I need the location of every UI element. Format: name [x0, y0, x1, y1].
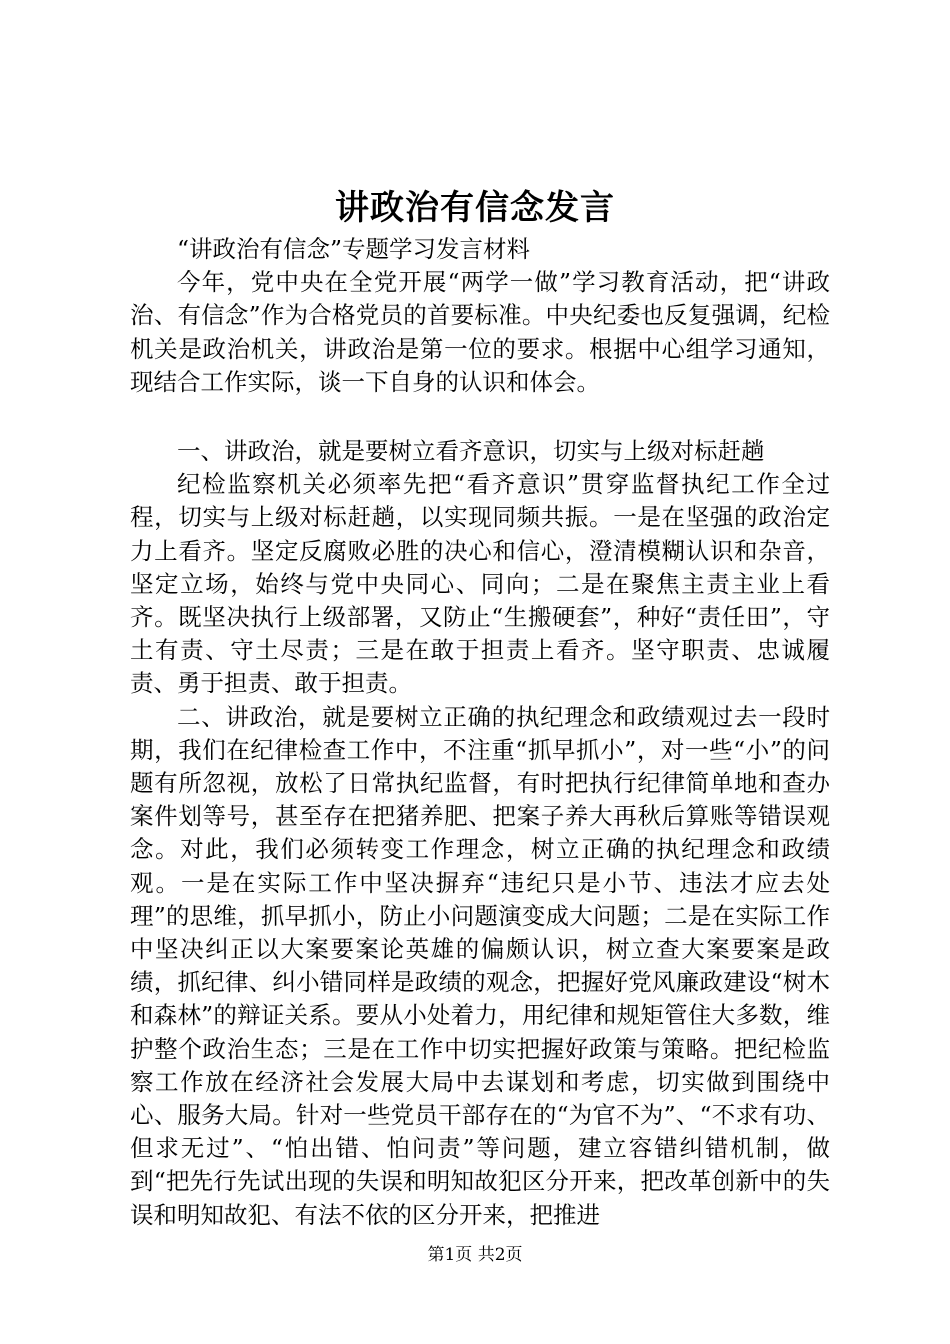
section-one-paragraph: 纪检监察机关必须率先把“看齐意识”贯穿监督执纪工作全过程，切实与上级对标赶趟，以实现同频共振。一是在坚强的政治定力上看齐。坚定反腐败必胜的决心和信心，澄清模糊认识和杂音，坚定立场，始终与党中央同心、同向；二是在聚焦主责主业上看齐。既坚决执行上级部署，又防止“生搬硬套”，种好“责任田”，守土有责、守土尽责；三是在敢于担责上看齐。坚守职责、忠诚履责、勇于担责、敢于担责。 [130, 470, 830, 698]
page-footer: 第1页 共2页 [427, 1245, 523, 1265]
subtitle-paragraph: “讲政治有信念”专题学习发言材料 [177, 235, 531, 263]
intro-paragraph: 今年，党中央在全党开展“两学一做”学习教育活动，把“讲政治、有信念”作为合格党员的首要标准。中央纪委也反复强调，纪检机关是政治机关，讲政治是第一位的要求。根据中心组学习通知，现结合工作实际，谈一下自身的认识和体会。 [130, 268, 830, 396]
document-title: 讲政治有信念发言 [335, 188, 615, 228]
section-two-paragraph: 二、讲政治，就是要树立正确的执纪理念和政绩观过去一段时期，我们在纪律检查工作中，不注重“抓早抓小”，对一些“小”的问题有所忽视，放松了日常执纪监督，有时把执行纪律简单地和查办案件划等号，甚至存在把猪养肥、把案子养大再秋后算账等错误观念。对此，我们必须转变工作理念，树立正确的执纪理念和政绩观。一是在实际工作中坚决摒弃“违纪只是小节、违法才应去处理”的思维，抓早抓小，防止小问题演变成大问题；二是在实际工作中坚决纠正以大案要案论英雄的偏颇认识，树立查大案要案是政绩，抓纪律、纠小错同样是政绩的观念，把握好党风廉政建设“树木和森林”的辩证关系。要从小处着力，用纪律和规矩管住大多数，维护整个政治生态；三是在工作中切实把握好政策与策略。把纪检监察工作放在经济社会发展大局中去谋划和考虑，切实做到围绕中心、服务大局。针对一些党员干部存在的“为官不为”、“不求有功、但求无过”、“怕出错、怕问责”等问题，建立容错纠错机制，做到“把先行先试出现的失误和明知故犯区分开来，把改革创新中的失误和明知故犯、有法不依的区分开来，把推进 [130, 702, 830, 1229]
document-body [130, 233, 830, 1232]
section-one-heading: 一、讲政治，就是要树立看齐意识，切实与上级对标赶趟 [177, 437, 765, 466]
